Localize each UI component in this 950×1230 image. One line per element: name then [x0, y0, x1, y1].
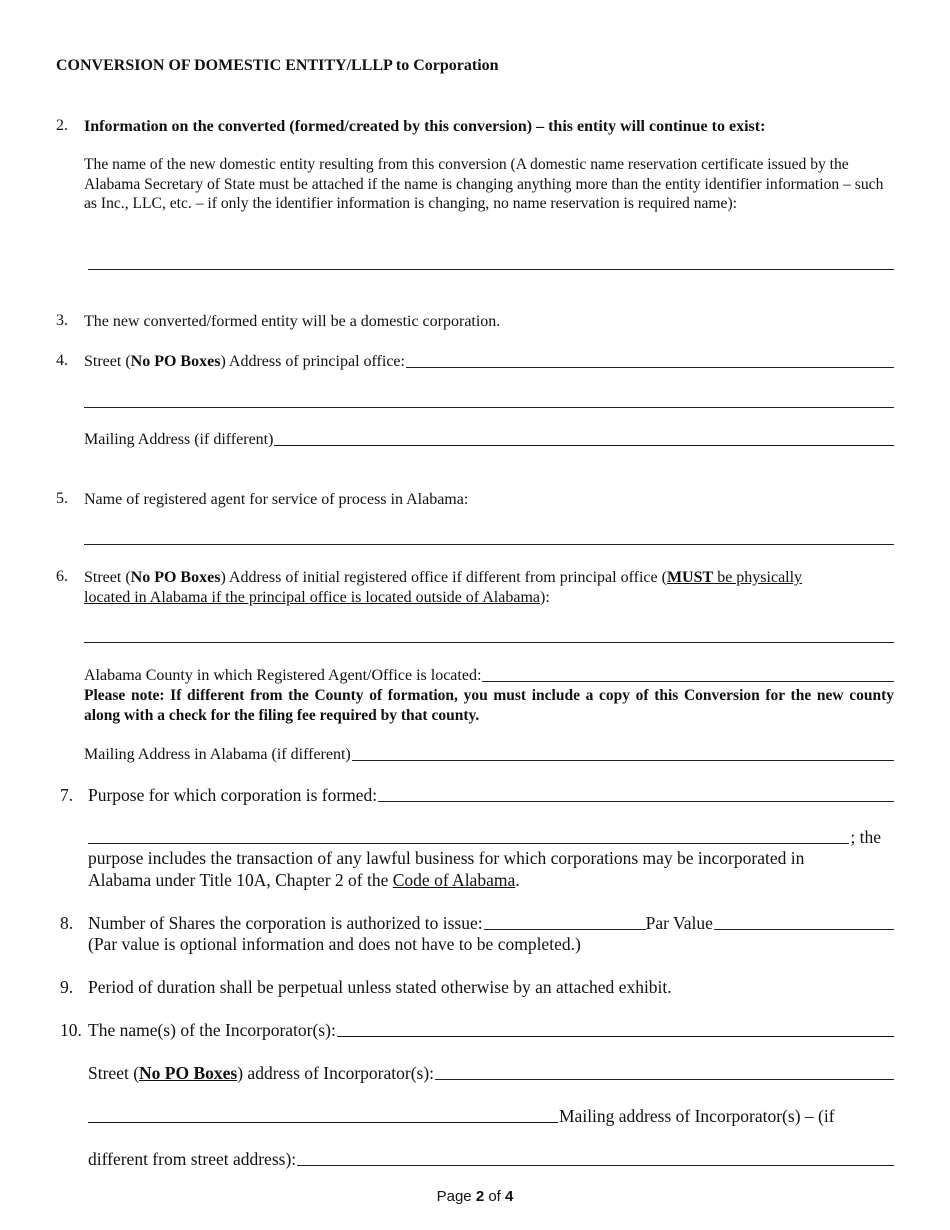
- section-6-number: 6.: [56, 568, 68, 585]
- section-5-number: 5.: [56, 490, 68, 507]
- purpose-paragraph-1: purpose includes the transaction of any lawful business for which corporations may be incorporated in: [88, 848, 805, 868]
- no-po-boxes-label: No PO Boxes: [130, 353, 221, 370]
- section-4-number: 4.: [56, 352, 68, 369]
- section-2-paragraph: The name of the new domestic entity resulting from this conversion (A domestic name reservation certificate issued by the Alabama Secretary of State must be attached if the name is changing anything more than the entity identifier information – such as Inc., LLC, etc. – if only the identifier information is changing, no name reservation is required name):: [84, 156, 884, 213]
- section-9-text: Period of duration shall be perpetual unless stated otherwise by an attached exhibit.: [88, 977, 672, 997]
- section-2-heading: Information on the converted (formed/created by this conversion) – this entity will continue to exist:: [84, 118, 766, 135]
- street-prefix: Street (: [84, 353, 131, 370]
- must-label: MUST: [666, 569, 714, 586]
- incorporator-street-line[interactable]: [435, 1078, 894, 1080]
- par-value-label: Par Value: [645, 913, 713, 933]
- incorporator-name-row: [88, 1020, 894, 1041]
- incorporator-name-label: The name(s) of the Incorporator(s):: [88, 1020, 336, 1040]
- incorporator-mailing-label: Mailing address of Incorporator(s) – (if: [559, 1106, 835, 1126]
- mailing-address-label: Mailing Address (if different): [84, 431, 274, 448]
- purpose-paragraph-2: Alabama under Title 10A, Chapter 2 of the Code of Alabama.: [88, 870, 520, 890]
- section-3-number: 3.: [56, 312, 68, 329]
- county-note: Please note: If different from the County of formation, you must include a copy of this Conversion for the new county along with a check for the filing fee required by that county.: [84, 687, 894, 724]
- shares-label: Number of Shares the corporation is authorized to issue:: [88, 913, 483, 933]
- total-page-number: 4: [505, 1188, 514, 1205]
- principal-office-label: ) Address of principal office:: [220, 353, 405, 370]
- section-6-lead: Street (No PO Boxes) Address of initial registered office if different from principal office (MUST be physically: [84, 569, 803, 586]
- mailing-alabama-label: Mailing Address in Alabama (if different): [84, 746, 351, 763]
- principal-office-line[interactable]: [406, 366, 894, 368]
- incorporator-name-line[interactable]: [337, 1035, 894, 1037]
- principal-office-row: [84, 352, 894, 372]
- incorporator-mailing-line[interactable]: [297, 1164, 894, 1166]
- incorporator-street-row: Street ( No PO Boxes ) address of Incorporator(s):: [88, 1063, 894, 1084]
- shares-line[interactable]: [484, 928, 646, 930]
- purpose-line-2[interactable]: [88, 842, 849, 844]
- par-value-note: (Par value is optional information and does not have to be completed.): [88, 934, 581, 954]
- converted-entity-name-line[interactable]: [88, 269, 894, 270]
- mailing-alabama-row: [84, 745, 894, 765]
- principal-office-line-2[interactable]: [84, 407, 894, 408]
- purpose-row-2: [88, 827, 881, 848]
- section-5-text: Name of registered agent for service of process in Alabama:: [84, 491, 469, 508]
- incorporator-street-label: ) address of Incorporator(s):: [237, 1063, 435, 1083]
- county-label: Alabama County in which Registered Agent/Office is located:: [84, 667, 482, 684]
- county-line[interactable]: [482, 680, 894, 682]
- section-6-line-1: [84, 568, 894, 588]
- code-of-alabama: Code of Alabama: [392, 870, 516, 890]
- page-footer: Page 2 of 4: [436, 1188, 514, 1205]
- no-po-boxes-label-10: No PO Boxes: [139, 1063, 238, 1083]
- form-title: CONVERSION OF DOMESTIC ENTITY/LLLP to Corporation: [56, 57, 499, 74]
- section-7-number: 7.: [60, 785, 74, 805]
- par-value-line[interactable]: [714, 928, 894, 930]
- mailing-address-row: [84, 430, 894, 450]
- incorporator-mailing-row: [88, 1106, 878, 1127]
- mailing-address-line[interactable]: [274, 444, 894, 446]
- incorporator-mailing-label-2: different from street address):: [88, 1149, 297, 1169]
- purpose-line[interactable]: [378, 800, 894, 802]
- mailing-alabama-line[interactable]: [352, 759, 894, 761]
- shares-row: [88, 913, 894, 934]
- section-6-line-2: located in Alabama if the principal office is located outside of Alabama):: [84, 589, 550, 606]
- incorporator-mailing-row-2: [88, 1149, 894, 1170]
- section-3-text: The new converted/formed entity will be a domestic corporation.: [84, 313, 501, 330]
- registered-agent-line[interactable]: [84, 544, 894, 545]
- section-2-number: 2.: [56, 117, 68, 134]
- current-page-number: 2: [475, 1188, 485, 1205]
- no-po-boxes-label-6: No PO Boxes: [130, 569, 221, 586]
- section-9-number: 9.: [60, 977, 74, 997]
- section-10-number: 10.: [60, 1020, 82, 1040]
- section-8-number: 8.: [60, 913, 74, 933]
- county-row: [84, 666, 894, 686]
- registered-office-line[interactable]: [84, 642, 894, 643]
- purpose-label: Purpose for which corporation is formed:: [88, 785, 378, 805]
- purpose-row: [88, 785, 894, 806]
- purpose-the: ; the: [850, 827, 881, 847]
- incorporator-street-line-2[interactable]: [88, 1121, 558, 1123]
